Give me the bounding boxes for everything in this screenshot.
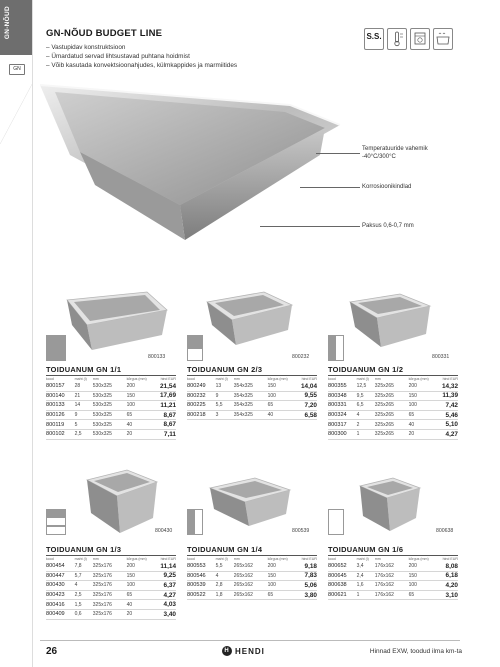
table-cell: 5,7 xyxy=(75,571,93,581)
temperature-icon xyxy=(387,28,407,50)
table-cell: 354x325 xyxy=(234,382,268,391)
table-cell: 14 xyxy=(75,401,93,411)
table-cell: 20 xyxy=(127,609,153,619)
product-price: 6,37 xyxy=(153,581,176,591)
table-cell: 200 xyxy=(409,382,435,391)
column-header: maht (l) xyxy=(215,557,228,561)
table-cell: 176x162 xyxy=(375,571,409,581)
size-swatch xyxy=(328,509,344,535)
table-row xyxy=(46,571,176,581)
column-header: kood xyxy=(46,377,54,381)
size-swatch xyxy=(328,335,344,361)
column-header: maht (l) xyxy=(356,557,369,561)
table-cell: 1,8 xyxy=(216,590,234,600)
feature-icons xyxy=(364,28,453,50)
table-cell: 265x162 xyxy=(234,571,268,581)
column-header: mm xyxy=(374,557,381,561)
table-cell: 65 xyxy=(127,590,153,600)
table-cell: 325x176 xyxy=(93,562,127,571)
product-image-gn-1-1 xyxy=(62,290,172,355)
table-cell: 530x325 xyxy=(93,401,127,411)
table-cell: 325x265 xyxy=(375,401,409,411)
column-header: kõrgus (mm) xyxy=(267,377,288,381)
table-cell: 150 xyxy=(127,571,153,581)
product-table xyxy=(46,377,176,440)
column-header: kõrgus (mm) xyxy=(408,557,429,561)
table-cell: 354x325 xyxy=(234,391,268,401)
product-code: 800133 xyxy=(46,401,75,411)
table-row xyxy=(328,581,458,591)
product-table-section xyxy=(187,365,317,420)
image-code: 800232 xyxy=(292,354,310,360)
table-cell: 9,5 xyxy=(357,391,375,401)
product-price: 14,32 xyxy=(435,382,458,391)
table-cell: 20 xyxy=(409,429,435,439)
table-cell: 9 xyxy=(216,391,234,401)
product-price: 11,14 xyxy=(153,562,176,571)
column-header: kõrgus (mm) xyxy=(126,377,147,381)
product-table-section xyxy=(328,365,458,440)
table-title: TOIDUANUM GN 1/3 xyxy=(46,545,122,554)
size-swatch xyxy=(46,526,66,535)
table-cell: 9 xyxy=(75,410,93,420)
table-cell: 4 xyxy=(75,581,93,591)
stainless-steel-icon: S.S. xyxy=(364,28,384,50)
product-code: 800638 xyxy=(328,581,357,591)
table-cell: 1 xyxy=(357,429,375,439)
table-row xyxy=(328,401,458,411)
product-price: 11,39 xyxy=(435,391,458,401)
image-code: 800133 xyxy=(148,354,166,360)
product-price: 5,06 xyxy=(294,581,317,591)
table-cell: 265x162 xyxy=(234,562,268,571)
product-table xyxy=(187,377,317,420)
product-price: 6,58 xyxy=(294,410,317,420)
product-price: 5,46 xyxy=(435,410,458,420)
column-header: maht (l) xyxy=(74,377,87,381)
product-image-gn-2-3 xyxy=(202,290,297,350)
sidebar xyxy=(0,0,32,667)
table-cell: 40 xyxy=(127,420,153,430)
size-swatch xyxy=(187,348,203,361)
table-cell: 150 xyxy=(409,571,435,581)
table-cell: 150 xyxy=(268,382,294,391)
table-cell: 325x265 xyxy=(375,382,409,391)
table-cell: 530x325 xyxy=(93,420,127,430)
product-price: 3,40 xyxy=(153,609,176,619)
product-price: 8,08 xyxy=(435,562,458,571)
table-cell: 100 xyxy=(268,391,294,401)
column-header: hind EUR xyxy=(442,377,458,381)
table-row xyxy=(328,420,458,430)
bain-marie-icon xyxy=(433,28,453,50)
product-code: 800218 xyxy=(187,410,216,420)
table-cell: 5 xyxy=(75,420,93,430)
table-row xyxy=(187,410,317,420)
table-cell: 7,8 xyxy=(75,562,93,571)
brand-name: HENDI xyxy=(235,646,265,656)
image-code: 800430 xyxy=(155,528,173,534)
table-row xyxy=(187,391,317,401)
size-swatch xyxy=(46,509,66,517)
table-cell: 3,4 xyxy=(357,562,375,571)
column-header: kood xyxy=(328,377,336,381)
table-cell: 100 xyxy=(268,581,294,591)
table-cell: 530x325 xyxy=(93,429,127,439)
product-code: 800324 xyxy=(328,410,357,420)
column-header: kõrgus (mm) xyxy=(267,557,288,561)
image-code: 800638 xyxy=(436,528,454,534)
table-row xyxy=(187,382,317,391)
product-code: 800553 xyxy=(187,562,216,571)
product-price: 3,10 xyxy=(435,590,458,600)
table-cell: 200 xyxy=(127,562,153,571)
product-image-gn-1-4 xyxy=(205,476,295,531)
table-cell: 100 xyxy=(127,581,153,591)
feature-list xyxy=(46,44,237,70)
column-header: mm xyxy=(233,377,240,381)
table-cell: 2,5 xyxy=(75,429,93,439)
table-cell: 1,6 xyxy=(357,581,375,591)
column-header: kood xyxy=(187,377,195,381)
sidebar-badge: GN xyxy=(9,64,25,75)
table-cell: 1 xyxy=(357,590,375,600)
product-code: 800522 xyxy=(187,590,216,600)
sidebar-divider xyxy=(0,84,32,144)
table-rule xyxy=(46,375,176,376)
table-cell: 325x176 xyxy=(93,609,127,619)
table-cell: 150 xyxy=(268,571,294,581)
table-cell: 530x325 xyxy=(93,410,127,420)
table-title: TOIDUANUM GN 1/1 xyxy=(46,365,122,374)
table-cell: 2,4 xyxy=(357,571,375,581)
product-price: 9,25 xyxy=(153,571,176,581)
table-cell: 325x176 xyxy=(93,581,127,591)
product-code: 800621 xyxy=(328,590,357,600)
product-code: 800225 xyxy=(187,401,216,411)
sidebar-tab[interactable] xyxy=(0,0,32,55)
table-cell: 13 xyxy=(216,382,234,391)
image-code: 800539 xyxy=(292,528,310,534)
product-image-gn-1-3 xyxy=(82,468,162,538)
table-cell: 65 xyxy=(268,401,294,411)
product-code: 800409 xyxy=(46,609,75,619)
product-code: 800348 xyxy=(328,391,357,401)
product-table xyxy=(46,557,176,620)
table-row xyxy=(328,391,458,401)
table-row xyxy=(187,590,317,600)
column-header: kood xyxy=(328,557,336,561)
product-code: 800430 xyxy=(46,581,75,591)
column-header: mm xyxy=(92,557,99,561)
product-code: 800539 xyxy=(187,581,216,591)
table-cell: 20 xyxy=(127,429,153,439)
size-swatch xyxy=(46,517,66,526)
feature-item: – Võib kasutada konvektsioonahjudes, külmkappides ja marmiitides xyxy=(46,61,238,69)
size-swatch xyxy=(187,335,203,348)
product-code: 800652 xyxy=(328,562,357,571)
table-cell: 5,5 xyxy=(216,562,234,571)
hero-pan-image xyxy=(40,80,370,250)
product-price: 8,67 xyxy=(153,420,176,430)
feature-item: – Ümardatud servad lihtsustavad puhtana hoidmist xyxy=(46,52,190,60)
table-cell: 150 xyxy=(409,391,435,401)
table-cell: 265x162 xyxy=(234,581,268,591)
table-cell: 265x162 xyxy=(234,590,268,600)
table-cell: 2 xyxy=(357,420,375,430)
product-code: 800249 xyxy=(187,382,216,391)
callout-thickness: Paksus 0,6-0,7 mm xyxy=(362,223,414,229)
table-cell: 200 xyxy=(268,562,294,571)
table-cell: 325x265 xyxy=(375,410,409,420)
table-row xyxy=(46,562,176,571)
product-code: 800423 xyxy=(46,590,75,600)
column-header: maht (l) xyxy=(215,377,228,381)
product-code: 800232 xyxy=(187,391,216,401)
column-header: kõrgus (mm) xyxy=(126,557,147,561)
table-cell: 354x325 xyxy=(234,410,268,420)
table-row xyxy=(46,382,176,391)
table-cell: 176x162 xyxy=(375,581,409,591)
column-header: hind EUR xyxy=(442,557,458,561)
product-price: 4,27 xyxy=(153,590,176,600)
product-price: 7,11 xyxy=(153,429,176,439)
table-cell: 100 xyxy=(409,581,435,591)
table-cell: 21 xyxy=(75,391,93,401)
dishwasher-icon xyxy=(410,28,430,50)
column-header: hind EUR xyxy=(160,377,176,381)
page-title: GN-NÕUD BUDGET LINE xyxy=(46,28,163,39)
product-price: 7,42 xyxy=(435,401,458,411)
table-cell: 0,6 xyxy=(75,609,93,619)
column-header: hind EUR xyxy=(160,557,176,561)
column-header: kõrgus (mm) xyxy=(408,377,429,381)
table-cell: 200 xyxy=(127,382,153,391)
sidebar-border xyxy=(32,0,33,667)
table-row xyxy=(187,401,317,411)
column-header: mm xyxy=(374,377,381,381)
table-row xyxy=(187,571,317,581)
product-price: 14,04 xyxy=(294,382,317,391)
product-code: 800645 xyxy=(328,571,357,581)
callout-line xyxy=(300,187,360,188)
table-cell: 325x176 xyxy=(93,571,127,581)
table-cell: 28 xyxy=(75,382,93,391)
product-price: 3,80 xyxy=(294,590,317,600)
table-cell: 40 xyxy=(268,410,294,420)
table-row xyxy=(328,382,458,391)
table-cell: 6,5 xyxy=(357,401,375,411)
table-cell: 65 xyxy=(268,590,294,600)
product-code: 800126 xyxy=(46,410,75,420)
column-header: maht (l) xyxy=(74,557,87,561)
product-code: 800454 xyxy=(46,562,75,571)
table-cell: 40 xyxy=(409,420,435,430)
table-cell: 1,5 xyxy=(75,600,93,610)
product-image-gn-1-6 xyxy=(355,476,425,536)
callout-line xyxy=(316,153,360,154)
table-rule xyxy=(328,375,458,376)
table-row xyxy=(46,609,176,619)
product-price: 8,67 xyxy=(153,410,176,420)
sidebar-tab-label: GN-NÕUD xyxy=(4,6,11,40)
product-price: 17,69 xyxy=(153,391,176,401)
table-cell: 325x176 xyxy=(93,600,127,610)
product-price: 4,20 xyxy=(435,581,458,591)
table-cell: 3 xyxy=(216,410,234,420)
table-rule xyxy=(187,555,317,556)
product-table xyxy=(187,557,317,600)
product-code: 800102 xyxy=(46,429,75,439)
product-price: 9,55 xyxy=(294,391,317,401)
table-cell: 40 xyxy=(127,600,153,610)
product-table-section xyxy=(46,365,176,440)
page-number: 26 xyxy=(46,646,58,657)
column-header: mm xyxy=(92,377,99,381)
table-cell: 530x325 xyxy=(93,391,127,401)
table-cell: 65 xyxy=(409,590,435,600)
product-table xyxy=(328,557,458,600)
product-table-section xyxy=(328,545,458,600)
column-header: kood xyxy=(187,557,195,561)
product-price: 4,03 xyxy=(153,600,176,610)
table-cell: 176x162 xyxy=(375,590,409,600)
table-cell: 65 xyxy=(409,410,435,420)
table-row xyxy=(328,571,458,581)
table-cell: 150 xyxy=(127,391,153,401)
table-row xyxy=(328,562,458,571)
product-code: 800119 xyxy=(46,420,75,430)
feature-item: – Vastupidav konstruktsioon xyxy=(46,44,126,51)
table-row xyxy=(328,429,458,439)
footer-divider xyxy=(40,640,460,641)
product-code: 800140 xyxy=(46,391,75,401)
product-code: 800355 xyxy=(328,382,357,391)
table-cell: 4 xyxy=(357,410,375,420)
product-price: 9,18 xyxy=(294,562,317,571)
table-row xyxy=(46,590,176,600)
table-row xyxy=(46,600,176,610)
table-cell: 100 xyxy=(127,401,153,411)
table-row xyxy=(187,562,317,571)
product-table-section xyxy=(187,545,317,600)
table-rule xyxy=(187,375,317,376)
product-code: 800546 xyxy=(187,571,216,581)
product-code: 800447 xyxy=(46,571,75,581)
price-note: Hinnad EXW, toodud ilma km-ta xyxy=(369,648,462,655)
callout-temperature: Temperatuuride vahemik -40°C/300°C xyxy=(362,146,428,160)
size-swatch xyxy=(187,509,203,535)
table-title: TOIDUANUM GN 1/6 xyxy=(328,545,404,554)
table-title: TOIDUANUM GN 2/3 xyxy=(187,365,263,374)
table-cell: 354x325 xyxy=(234,401,268,411)
column-header: hind EUR xyxy=(301,557,317,561)
image-code: 800331 xyxy=(432,354,450,360)
column-header: kood xyxy=(46,557,54,561)
brand-logo-icon: H xyxy=(222,646,232,656)
table-cell: 100 xyxy=(409,401,435,411)
table-row xyxy=(46,429,176,439)
table-row xyxy=(46,410,176,420)
product-code: 800157 xyxy=(46,382,75,391)
column-header: maht (l) xyxy=(356,377,369,381)
product-code: 800416 xyxy=(46,600,75,610)
table-cell: 530x325 xyxy=(93,382,127,391)
table-row xyxy=(46,581,176,591)
callout-corrosion: Korrosioonikindlad xyxy=(362,184,412,190)
product-price: 4,27 xyxy=(435,429,458,439)
table-cell: 4 xyxy=(216,571,234,581)
callout-line xyxy=(260,226,360,227)
size-swatch xyxy=(46,335,66,361)
brand-logo xyxy=(222,646,265,656)
product-price: 6,18 xyxy=(435,571,458,581)
product-price: 21,54 xyxy=(153,382,176,391)
table-cell: 325x265 xyxy=(375,391,409,401)
table-rule xyxy=(46,555,176,556)
table-cell: 5,5 xyxy=(216,401,234,411)
product-code: 800331 xyxy=(328,401,357,411)
table-cell: 2,5 xyxy=(75,590,93,600)
product-image-gn-1-2 xyxy=(345,292,435,352)
product-code: 800317 xyxy=(328,420,357,430)
product-table-section xyxy=(46,545,176,620)
table-cell: 65 xyxy=(127,410,153,420)
table-row xyxy=(328,590,458,600)
table-title: TOIDUANUM GN 1/4 xyxy=(187,545,263,554)
table-row xyxy=(187,581,317,591)
table-cell: 325x176 xyxy=(93,590,127,600)
table-rule xyxy=(328,555,458,556)
table-row xyxy=(46,401,176,411)
column-header: mm xyxy=(233,557,240,561)
table-cell: 12,5 xyxy=(357,382,375,391)
product-table xyxy=(328,377,458,440)
product-price: 7,83 xyxy=(294,571,317,581)
table-cell: 325x265 xyxy=(375,429,409,439)
product-price: 7,20 xyxy=(294,401,317,411)
table-row xyxy=(46,391,176,401)
column-header: hind EUR xyxy=(301,377,317,381)
table-row xyxy=(46,420,176,430)
table-title: TOIDUANUM GN 1/2 xyxy=(328,365,404,374)
table-cell: 176x162 xyxy=(375,562,409,571)
table-cell: 325x265 xyxy=(375,420,409,430)
table-cell: 200 xyxy=(409,562,435,571)
product-price: 5,10 xyxy=(435,420,458,430)
table-cell: 2,8 xyxy=(216,581,234,591)
table-row xyxy=(328,410,458,420)
product-price: 11,21 xyxy=(153,401,176,411)
product-code: 800300 xyxy=(328,429,357,439)
